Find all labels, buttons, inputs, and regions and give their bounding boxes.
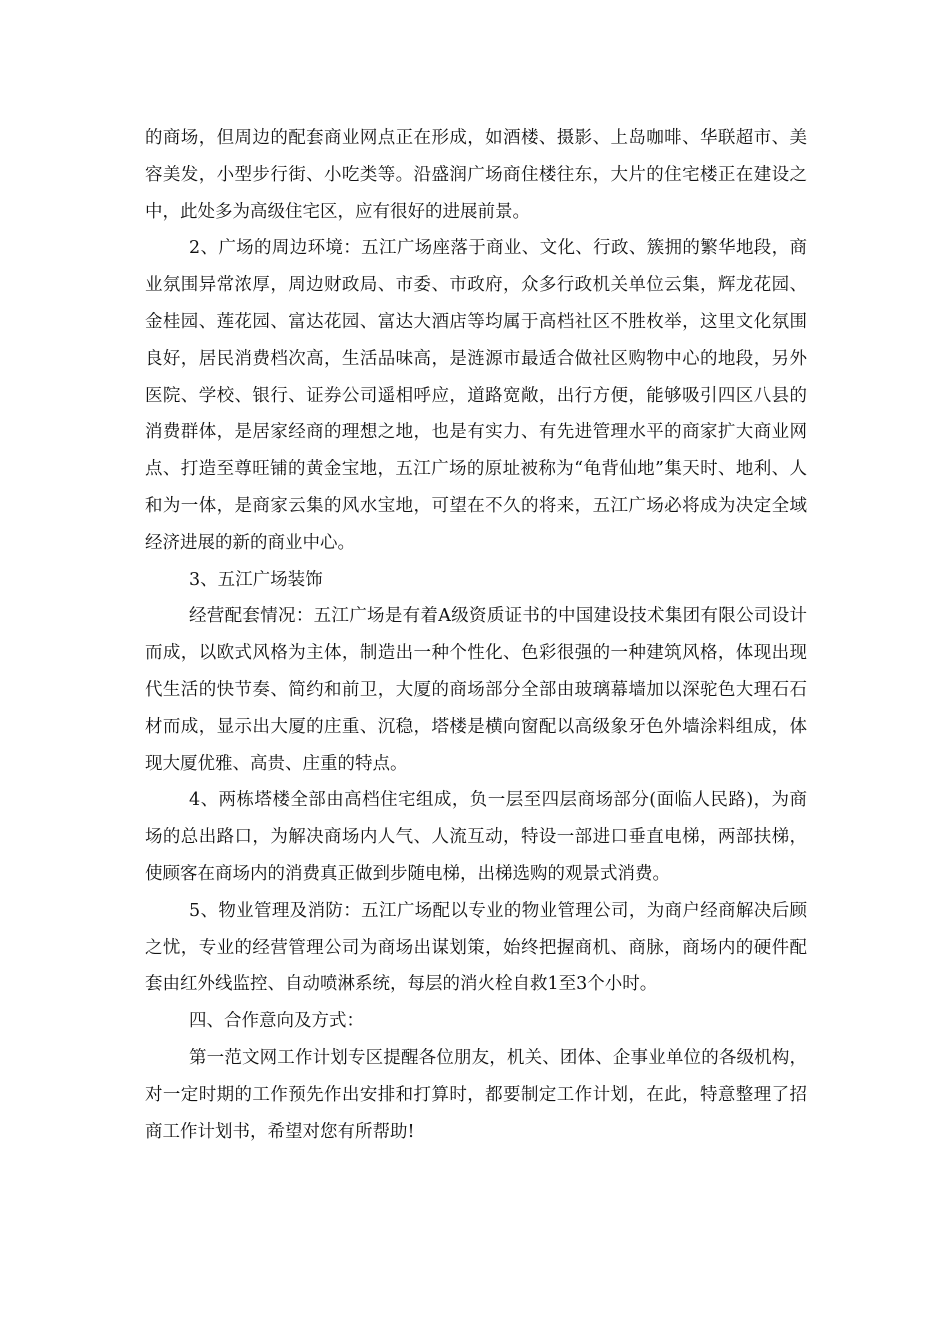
paragraph-heading-decoration: 3、五江广场装饰	[189, 569, 323, 590]
paragraph-heading-cooperation: 四、合作意向及方式：	[189, 1011, 364, 1032]
document-body	[145, 120, 807, 1150]
paragraph-continuation: 的商场，但周边的配套商业网点正在形成，如酒楼、摄影、上岛咖啡、华联超市、美容美发，小型步行街、小吃类等。沿盛润广场商住楼往东，大片的住宅楼正在建设之中，此处多为高级住宅区，应有很好的进展前景。	[145, 128, 807, 222]
paragraph-closing: 第一范文网工作计划专区提醒各位朋友，机关、团体、企事业单位的各级机构，对一定时期的工作预先作出安排和打算时，都要制定工作计划，在此，特意整理了招商工作计划书，希望对您有所帮助!	[145, 1047, 807, 1142]
paragraph-facilities: 经营配套情况：五江广场是有着A级资质证书的中国建设技术集团有限公司设计而成，以欧式风格为主体，制造出一种个性化、色彩很强的一种建筑风格，体现出现代生活的快节奏、简约和前卫，大厦的商场部分全部由玻璃幕墙加以深驼色大理石石材而成，显示出大厦的庄重、沉稳，塔楼是横向窗配以高级象牙色外墙涂料组成，体现大厦优雅、高贵、庄重的特点。	[145, 606, 807, 774]
paragraph-towers: 4、两栋塔楼全部由高档住宅组成，负一层至四层商场部分(面临人民路)，为商场的总出路口，为解决商场内人气、人流互动，特设一部进口垂直电梯，两部扶梯，使顾客在商场内的消费真正做到步随电梯，出梯选购的观景式消费。	[145, 790, 807, 884]
paragraph-surroundings: 2、广场的周边环境：五江广场座落于商业、文化、行政、簇拥的繁华地段，商业氛围异常浓厚，周边财政局、市委、市政府，众多行政机关单位云集，辉龙花园、金桂园、莲花园、富达花园、富达大酒店等均属于高档社区不胜枚举，这里文化氛围良好，居民消费档次高，生活品味高，是涟源市最适合做社区购物中心的地段，另外医院、学校、银行、证券公司遥相呼应，道路宽敞，出行方便，能够吸引四区八县的消费群体，是居家经商的理想之地，也是有实力、有先进管理水平的商家扩大商业网点、打造至尊旺铺的黄金宝地，五江广场的原址被称为“龟背仙地”集天时、地利、人和为一体，是商家云集的风水宝地，可望在不久的将来，五江广场必将成为决定全域经济进展的新的商业中心。	[145, 238, 807, 553]
paragraph-property-management: 5、物业管理及消防：五江广场配以专业的物业管理公司，为商户经商解决后顾之忧，专业的经营管理公司为商场出谋划策，始终把握商机、商脉，商场内的硬件配套由红外线监控、自动喷淋系统，每层的消火栓自救1至3个小时。	[145, 900, 807, 995]
